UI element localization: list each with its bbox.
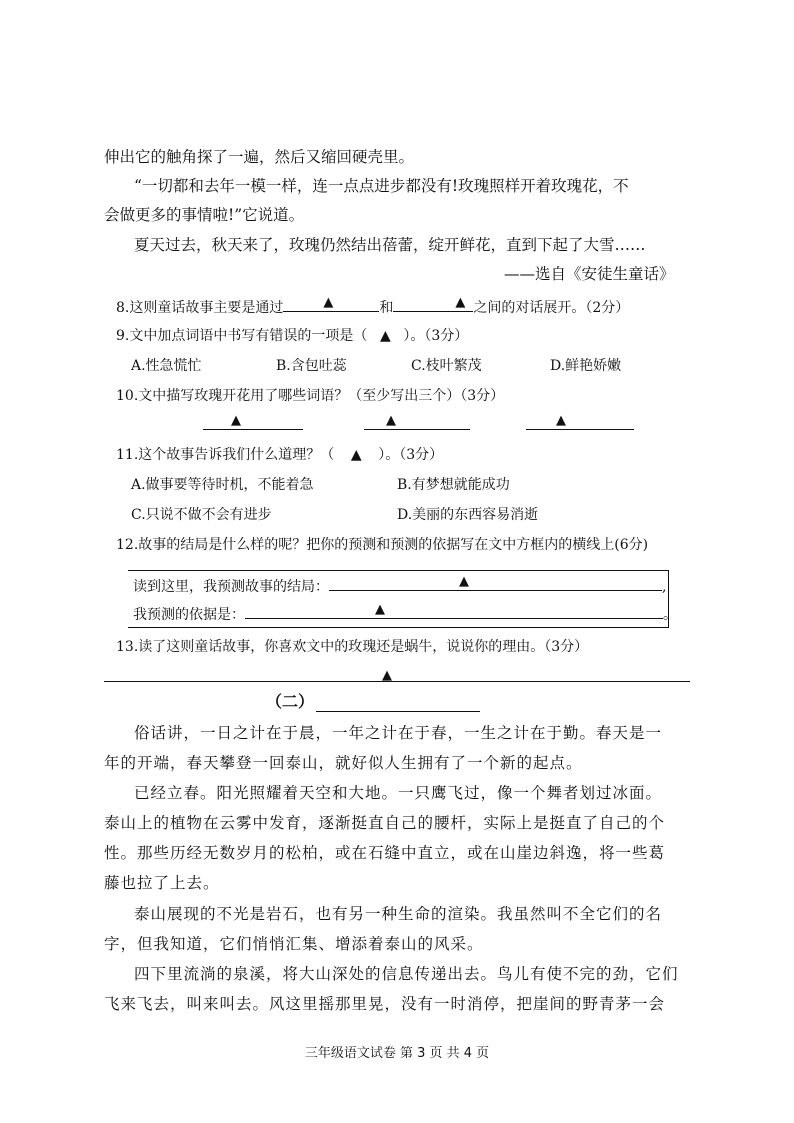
option: B.有梦想就能成功 bbox=[397, 477, 510, 493]
story-line: 会做更多的事情啦!”它说道。 bbox=[104, 206, 305, 224]
page-footer: 三年级语文试卷 第 3 页 共 4 页 bbox=[304, 1046, 490, 1061]
option: C.只说不做不会有进步 bbox=[131, 507, 272, 523]
section-heading: （二） bbox=[266, 692, 315, 711]
option: C.枝叶繁茂 bbox=[411, 358, 482, 374]
answer-slot[interactable]: ▲ bbox=[379, 328, 391, 344]
paragraph-line: 飞来飞去，叫来叫去。风这里摇那里晃，没有一时消停，把崖间的野青茅一会 bbox=[104, 995, 666, 1013]
paragraph-line: 已经立春。阳光照耀着天空和大地。一只鹰飞过，像一个舞者划过冰面。 bbox=[134, 784, 663, 802]
question-10: 10.文中描写玫瑰开花用了哪些词语？（至少写出三个）（3分） bbox=[116, 388, 505, 404]
answer-blank[interactable]: ▲ bbox=[364, 414, 470, 430]
title-blank[interactable] bbox=[316, 711, 480, 712]
story-line: “一切都和去年一模一样，连一点点进步都没有!玫瑰照样开着玫瑰花，不 bbox=[134, 177, 629, 195]
answer-slot[interactable]: ▲ bbox=[350, 447, 362, 463]
answer-blank[interactable]: ▲ bbox=[329, 575, 662, 591]
question-13: 13.读了这则童话故事，你喜欢文中的玫瑰还是蜗牛，说说你的理由。（3分） bbox=[116, 639, 589, 655]
paragraph-line: 四下里流淌的泉溪，将大山深处的信息传递出去。鸟儿有使不完的劲，它们 bbox=[134, 965, 679, 983]
paragraph-line: 俗话讲，一日之计在于晨，一年之计在于春，一生之计在于勤。春天是一 bbox=[134, 724, 663, 742]
marker-icon: ▲ bbox=[382, 668, 392, 683]
paragraph-line: 藤也拉了上去。 bbox=[104, 874, 220, 892]
question-9: 9.文中加点词语中书写有错误的一项是（ ▲ ）。（3分） bbox=[116, 328, 469, 344]
option: A.做事要等待时机，不能着急 bbox=[131, 477, 314, 493]
answer-blank[interactable]: ▲ bbox=[393, 296, 473, 312]
story-line: 夏天过去，秋天来了，玫瑰仍然结出蓓蕾，绽开鲜花，直到下起了大雪…… bbox=[134, 236, 646, 254]
question-8: 8.这则童话故事主要是通过 ▲ 和 ▲ 之间的对话展开。（2分） bbox=[116, 295, 630, 316]
paragraph-line: 泰山上的植物在云雾中发育，逐渐挺直自己的腰杆，实际上是挺直了自己的个 bbox=[104, 814, 666, 832]
story-line: 伸出它的触角探了一遍，然后又缩回硬壳里。 bbox=[104, 148, 415, 166]
prediction-line-1: 读到这里，我预测故事的结局： ▲ , bbox=[133, 574, 667, 595]
answer-blank[interactable]: ▲ bbox=[526, 414, 634, 430]
story-source: ——选自《安徒生童话》 bbox=[504, 265, 675, 283]
answer-blank[interactable]: ▲ bbox=[245, 603, 663, 619]
prediction-line-2: 我预测的依据是： ▲ 。 bbox=[133, 602, 677, 623]
paragraph-line: 年的开端，春天攀登一回泰山，就好似人生拥有了一个新的起点。 bbox=[104, 754, 583, 772]
option: A.性急慌忙 bbox=[131, 358, 202, 374]
option: D.美丽的东西容易消逝 bbox=[397, 507, 539, 523]
answer-blank[interactable]: ▲ bbox=[283, 296, 379, 312]
paragraph-line: 性。那些历经无数岁月的松柏，或在石缝中直立，或在山崖边斜逸，将一些葛 bbox=[104, 844, 666, 862]
option: D.鲜艳娇嫩 bbox=[550, 358, 622, 374]
option: B.含包吐蕊 bbox=[276, 358, 347, 374]
question-12: 12.故事的结局是什么样的呢？把你的预测和预测的依据写在文中方框内的横线上(6分) bbox=[116, 537, 649, 553]
paragraph-line: 泰山展现的不光是岩石，也有另一种生命的渲染。我虽然叫不全它们的名 bbox=[134, 905, 663, 923]
answer-blank[interactable]: ▲ bbox=[203, 414, 303, 430]
answer-line[interactable] bbox=[104, 681, 690, 682]
paragraph-line: 字，但我知道，它们悄悄汇集、增添着泰山的风采。 bbox=[104, 935, 484, 953]
question-11: 11.这个故事告诉我们什么道理？（ ▲ ）。（3分） bbox=[116, 447, 444, 463]
